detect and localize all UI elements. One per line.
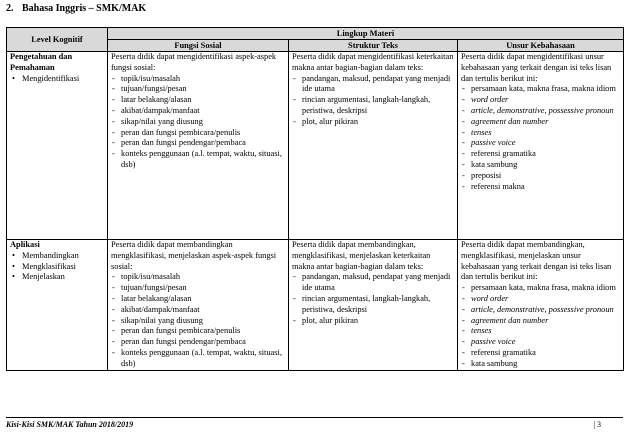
page-footer	[6, 420, 623, 429]
section-number: 2.	[6, 3, 14, 14]
list-item: - latar belakang/alasan	[111, 294, 285, 305]
list-item: - referensi makna	[461, 182, 620, 193]
list-item: - tenses	[461, 128, 620, 139]
table-row-aplikasi	[7, 240, 624, 371]
list-item: - peran dan fungsi pembicara/penulis	[111, 128, 285, 139]
fungsi-intro: Peserta didik dapat membandingkan mengklasifikasi, menjelaskan aspek-aspek fungsi sosial:	[111, 240, 277, 271]
unsur-cell	[458, 240, 624, 371]
level-name: Pengetahuan dan Pemahaman	[10, 52, 73, 72]
kisi-kisi-table	[6, 27, 624, 371]
list-item: - persamaan kata, makna frasa, makna idiom	[461, 84, 620, 95]
list-item: - pandangan, maksud, pendapat yang menjadi ide utama	[292, 272, 454, 294]
list-item: - kata sambung	[461, 359, 620, 370]
level-item: • Membandingkan	[10, 251, 104, 262]
header-struktur: Struktur Teks	[289, 40, 458, 52]
list-item: - peran dan fungsi pendengar/pembaca	[111, 337, 285, 348]
list-item: - agreement dan number	[461, 117, 620, 128]
level-item: • Mengklasifikasi	[10, 262, 104, 273]
list-item: - agreement dan number	[461, 316, 620, 327]
list-item: - tujuan/fungsi/pesan	[111, 283, 285, 294]
list-item: - preposisi	[461, 171, 620, 182]
fungsi-intro: Peserta didik dapat mengidentifikasi aspek-aspek fungsi sosial:	[111, 52, 277, 72]
list-item: - sikap/nilai yang diusung	[111, 117, 285, 128]
header-fungsi: Fungsi Sosial	[108, 40, 289, 52]
level-item: • Menjelaskan	[10, 272, 104, 283]
list-item: - passive voice	[461, 337, 620, 348]
list-item: - plot, alur pikiran	[292, 316, 454, 327]
list-item: - topik/isu/masalah	[111, 74, 285, 85]
level-name: Aplikasi	[10, 240, 40, 249]
list-item: - konteks penggunaan (a.l. tempat, waktu, situasi, dsb)	[111, 149, 285, 171]
header-row-1	[7, 28, 624, 40]
struktur-intro: Peserta didik dapat membandingkan, mengklasifikasi, menjelaskan keterkaitan makna antar bagian-bagian dalam teks:	[292, 240, 431, 271]
section-title-text: Bahasa Inggris – SMK/MAK	[22, 3, 147, 14]
level-cell	[7, 52, 108, 240]
unsur-intro: Peserta didik dapat mengidentifikasi unsur kebahasaan yang terkait dengan isi teks lisan dan tertulis berikut ini:	[461, 52, 612, 83]
footer-rule	[6, 417, 623, 418]
list-item: - kata sambung	[461, 160, 620, 171]
list-item: - word order	[461, 95, 620, 106]
list-item: - sikap/nilai yang diusung	[111, 316, 285, 327]
list-item: - topik/isu/masalah	[111, 272, 285, 283]
list-item: - rincian argumentasi, langkah-langkah, peristiwa, deskripsi	[292, 294, 454, 316]
struktur-cell	[289, 240, 458, 371]
list-item: - article, demonstrative, possessive pronoun	[461, 305, 620, 316]
list-item: - peran dan fungsi pembicara/penulis	[111, 326, 285, 337]
footer-title: Kisi-Kisi SMK/MAK Tahun 2018/2019	[6, 420, 134, 429]
list-item: - pandangan, maksud, pendapat yang menjadi ide utama	[292, 74, 454, 96]
list-item: - rincian argumentasi, langkah-langkah, peristiwa, deskripsi	[292, 95, 454, 117]
struktur-cell	[289, 52, 458, 240]
unsur-intro: Peserta didik dapat membandingkan, mengklasifikasi, menjelaskan unsur kebahasaan yang terkait dengan isi teks lisan dan tertulis berikut ini:	[461, 240, 612, 282]
header-unsur: Unsur Kebahasaan	[458, 40, 624, 52]
list-item: - word order	[461, 294, 620, 305]
list-item: - peran dan fungsi pendengar/pembaca	[111, 138, 285, 149]
unsur-cell	[458, 52, 624, 240]
list-item: - latar belakang/alasan	[111, 95, 285, 106]
table-row-pengetahuan	[7, 52, 624, 240]
list-item: - akibat/dampak/manfaat	[111, 106, 285, 117]
fungsi-cell	[108, 240, 289, 371]
struktur-intro: Peserta didik dapat mengidentifikasi keterkaitan makna antar bagian-bagian dalam teks:	[292, 52, 454, 72]
fungsi-cell	[108, 52, 289, 240]
list-item: - akibat/dampak/manfaat	[111, 305, 285, 316]
level-item: • Mengidentifikasi	[10, 74, 104, 85]
list-item: - referensi gramatika	[461, 348, 620, 359]
page-number: | 3	[593, 420, 601, 429]
list-item: - tujuan/fungsi/pesan	[111, 84, 285, 95]
list-item: - persamaan kata, makna frasa, makna idiom	[461, 283, 620, 294]
list-item: - passive voice	[461, 138, 620, 149]
list-item: - tenses	[461, 326, 620, 337]
section-title	[6, 3, 146, 14]
list-item: - referensi gramatika	[461, 149, 620, 160]
header-scope: Lingkup Materi	[108, 28, 624, 40]
level-cell	[7, 240, 108, 371]
list-item: - plot, alur pikiran	[292, 117, 454, 128]
list-item: - article, demonstrative, possessive pronoun	[461, 106, 620, 117]
header-level: Level Kognitif	[7, 28, 108, 52]
list-item: - konteks penggunaan (a.l. tempat, waktu, situasi, dsb)	[111, 348, 285, 370]
